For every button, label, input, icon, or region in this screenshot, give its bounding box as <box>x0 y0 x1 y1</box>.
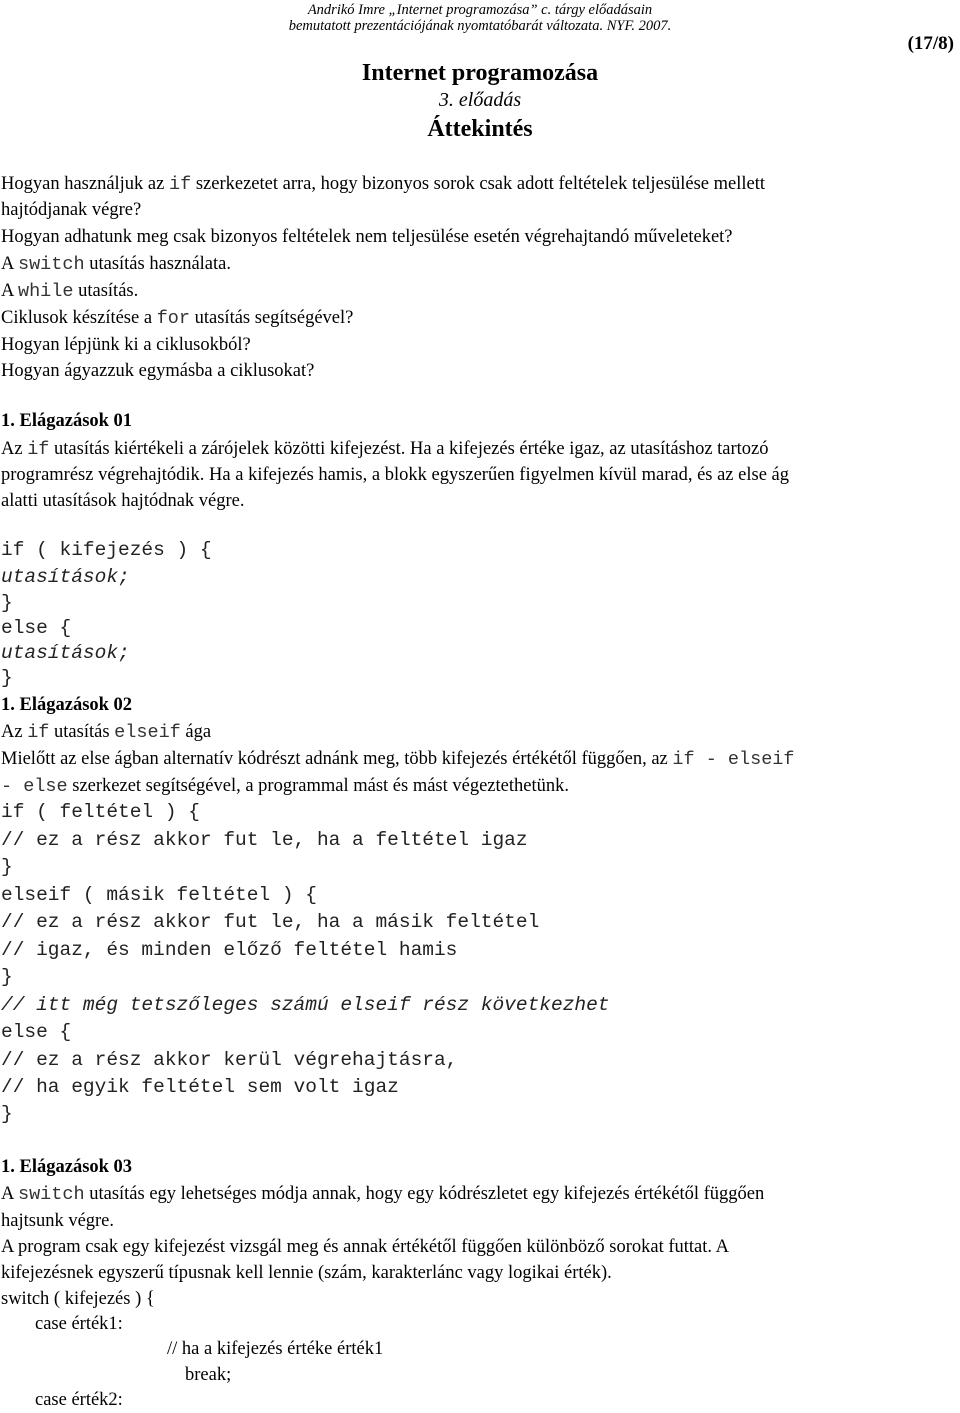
code-line: elseif ( másik feltétel ) { <box>1 884 317 906</box>
keyword: - else <box>1 776 68 797</box>
s3-paragraph-line-4: kifejezésnek egyszerű típusnak kell lennie (szám, karakterlánc vagy logikai érték). <box>1 1263 612 1283</box>
s3-paragraph-line-1 <box>1 1181 764 1208</box>
text: szerkezetet arra, hogy bizonyos sorok csak adott feltételek teljesülése mellett <box>191 174 765 194</box>
page-title: Internet programozása <box>361 60 599 86</box>
s2-paragraph-line-2 <box>1 773 569 800</box>
text: utasítás egy lehetséges módja annak, hogy egy kódrészletet egy kifejezés értékétől függően <box>84 1184 765 1204</box>
keyword: if <box>27 439 50 460</box>
overview-line-2: hajtódjanak végre? <box>1 200 142 220</box>
code-line: else { <box>1 617 72 639</box>
case-line: case érték2: <box>35 1390 123 1410</box>
code-line: else { <box>1 1021 72 1043</box>
keyword: switch <box>17 254 85 275</box>
keyword: if <box>27 722 50 743</box>
keyword: elseif <box>114 722 181 743</box>
code-line: } <box>1 592 13 614</box>
text: utasítás kiértékeli a zárójelek közötti kifejezést. Ha a kifejezés értéke igaz, az utasításhoz tartozó <box>49 439 769 459</box>
s1-paragraph-line-1 <box>1 436 769 463</box>
text: szerkezet segítségével, a programmal mást és mást végeztethetünk. <box>67 776 569 796</box>
keyword: if <box>168 174 192 195</box>
text: A <box>1 254 18 274</box>
code-line: // itt még tetszőleges számú elseif rész következhet <box>1 994 610 1016</box>
code-line: utasítások; <box>1 642 130 664</box>
s2-subheading <box>1 719 211 746</box>
text: Mielőtt az else ágban alternatív kódrészt adnánk meg, több kifejezés értékétől függően, az <box>1 749 673 769</box>
overview-line-5 <box>1 278 138 305</box>
overview-line-4 <box>1 251 231 278</box>
text: Hogyan használjuk az <box>1 174 169 194</box>
overview-line-6 <box>1 305 353 332</box>
text: Az <box>1 722 28 742</box>
overview-line-1 <box>1 171 765 198</box>
overview-line-7: Hogyan lépjünk ki a ciklusokból? <box>1 335 251 355</box>
code-line: if ( feltétel ) { <box>1 801 200 823</box>
section-title: Áttekintés <box>427 116 533 142</box>
overview-line-8: Hogyan ágyazzuk egymásba a ciklusokat? <box>1 361 315 381</box>
section-heading-2: 1. Elágazások 02 <box>1 695 133 715</box>
header-line-2: bemutatott prezentációjának nyomtatóbarát változata. NYF. 2007. <box>288 18 672 34</box>
code-line: // ez a rész akkor kerül végrehajtásra, <box>1 1049 458 1071</box>
keyword: if - elseif <box>672 749 795 770</box>
s1-paragraph-line-3: alatti utasítások hajtódnak végre. <box>1 491 245 511</box>
text: Az <box>1 439 28 459</box>
s1-paragraph-line-2: programrész végrehajtódik. Ha a kifejezés hamis, a blokk egyszerűen figyelmen kívül marad, és az else ág <box>1 465 789 485</box>
code-line: } <box>1 1103 13 1125</box>
code-line: // ez a rész akkor fut le, ha a másik feltétel <box>1 911 540 933</box>
page-number: (17/8) <box>907 33 954 54</box>
break-line: break; <box>185 1365 232 1385</box>
text: utasítás. <box>73 281 139 301</box>
text: Ciklusok készítése a <box>1 308 157 328</box>
code-line: if ( kifejezés ) { <box>1 539 212 561</box>
code-line: } <box>1 856 13 878</box>
text: utasítás segítségével? <box>190 308 354 328</box>
code-line: } <box>1 667 13 689</box>
section-heading-1: 1. Elágazások 01 <box>1 411 133 431</box>
text: A <box>1 281 18 301</box>
code-line: utasítások; <box>1 566 130 588</box>
switch-line: switch ( kifejezés ) { <box>1 1289 155 1309</box>
keyword: for <box>156 308 190 329</box>
code-line: // ez a rész akkor fut le, ha a feltétel igaz <box>1 829 528 851</box>
lecture-label: 3. előadás <box>438 89 522 111</box>
keyword: while <box>17 281 74 302</box>
header-line-1: Andrikó Imre „Internet programozása” c. tárgy előadásain <box>307 2 653 18</box>
s2-paragraph-line-1 <box>1 746 795 773</box>
text: ága <box>180 722 212 742</box>
code-line: // igaz, és minden előző feltétel hamis <box>1 939 458 961</box>
text: utasítás használata. <box>84 254 231 274</box>
case-line: case érték1: <box>35 1314 123 1334</box>
s3-paragraph-line-2: hajtsunk végre. <box>1 1211 115 1231</box>
text: A <box>1 1184 18 1204</box>
overview-line-3: Hogyan adhatunk meg csak bizonyos feltételek nem teljesülése esetén végrehajtandó műveleteket? <box>1 227 733 247</box>
comment-line: // ha a kifejezés értéke érték1 <box>167 1339 384 1359</box>
s3-paragraph-line-3: A program csak egy kifejezést vizsgál meg és annak értékétől függően különböző sorokat futtat. A <box>1 1237 729 1257</box>
text: utasítás <box>49 722 115 742</box>
code-line: // ha egyik feltétel sem volt igaz <box>1 1076 399 1098</box>
section-heading-3: 1. Elágazások 03 <box>1 1157 133 1177</box>
code-line: } <box>1 966 13 988</box>
keyword: switch <box>17 1184 85 1205</box>
